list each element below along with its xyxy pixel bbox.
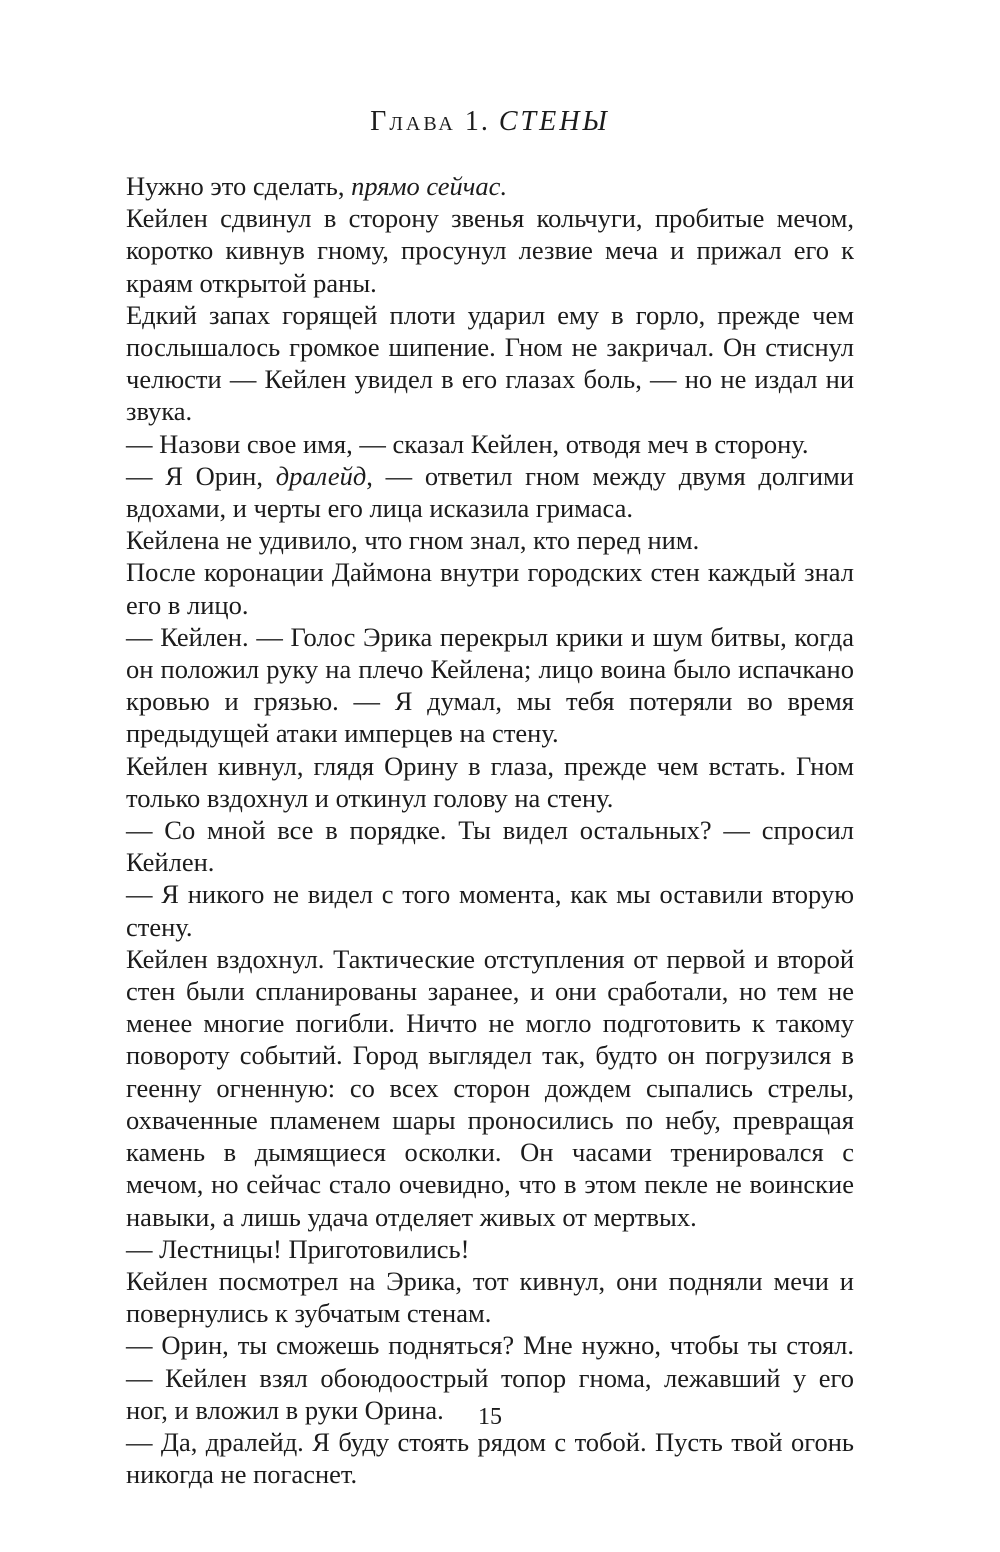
paragraph: Кейлен вздохнул. Тактические отступления от первой и второй стен были спланированы заранее, и они сработали, но тем не менее многие погибли. Ничто не могло подготовить к такому повороту событий. Город выглядел так, будто он погрузился в геенну огненную: со всех сторон дождем сыпались стрелы, охваченные пламенем шары проносились по небу, превращая камень в дымящиеся осколки. Он часами тренировался с мечом, но сейчас стало очевидно, что в этом пекле не воинские навыки, а лишь удача отделяет живых от мертвых. xyxy=(126,943,854,1232)
paragraph: — Да, дралейд. Я буду стоять рядом с тобой. Пусть твой огонь никогда не погаснет. xyxy=(126,1426,854,1490)
book-page xyxy=(126,0,854,1552)
paragraph-italic: прямо сейчас. xyxy=(351,171,508,201)
chapter-title: СТЕНЫ xyxy=(498,106,610,137)
paragraph xyxy=(126,170,854,202)
paragraph: — Со мной все в порядке. Ты видел остальных? — спросил Кейлен. xyxy=(126,815,854,878)
paragraph: Кейлен посмотрел на Эрика, тот кивнул, они подняли мечи и повернулись к зубчатым стенам. xyxy=(126,1265,854,1329)
chapter-heading xyxy=(126,104,854,140)
paragraph-text: , — ответил гном между двумя долгими вдохами, и черты его лица исказила гримаса. xyxy=(126,460,854,524)
paragraph: Кейлен кивнул, глядя Орину в глаза, прежде чем встать. Гном только вздохнул и откинул голову на стену. xyxy=(126,750,854,813)
chapter-word: Глава xyxy=(370,106,456,137)
chapter-number: 1. xyxy=(464,106,490,137)
paragraph: — Кейлен. — Голос Эрика перекрыл крики и шум битвы, когда он положил руку на плечо Кейлена; лицо воина было испачкано кровью и грязью. — Я думал, мы тебя потеряли во время предыдущей атаки имперцев на стену. xyxy=(126,621,854,749)
paragraph-text: — Я Орин, xyxy=(126,460,276,491)
paragraph: Кейлен сдвинул в сторону звенья кольчуги, пробитые мечом, коротко кивнув гному, просунул лезвие меча и прижал его к краям открытой раны. xyxy=(126,203,854,298)
paragraph: После коронации Даймона внутри городских стен каждый знал его в лицо. xyxy=(126,557,854,620)
body-text xyxy=(126,170,854,1490)
paragraph: Кейлена не удивило, что гном знал, кто перед ним. xyxy=(126,525,700,556)
paragraph xyxy=(126,460,854,524)
paragraph-italic: дралейд xyxy=(275,460,367,491)
page-number: 15 xyxy=(478,1404,502,1430)
paragraph: — Назови свое имя, — сказал Кейлен, отводя меч в сторону. xyxy=(126,428,809,459)
paragraph: — Орин, ты сможешь подняться? Мне нужно, чтобы ты стоял. — Кейлен взял обоюдоострый топор гнома, лежавший у его ног, и вложил в руки Орина. xyxy=(126,1330,854,1425)
paragraph-text: Нужно это сделать, xyxy=(126,171,352,201)
paragraph: — Я никого не видел с того момента, как мы оставили вторую стену. xyxy=(126,879,854,942)
paragraph: — Лестницы! Приготовились! xyxy=(126,1233,470,1264)
paragraph: Едкий запах горящей плоти ударил ему в горло, прежде чем послышалось громкое шипение. Гном не закричал. Он стиснул челюсти — Кейлен увидел в его глазах боль, — но не издал ни звука. xyxy=(126,299,854,427)
